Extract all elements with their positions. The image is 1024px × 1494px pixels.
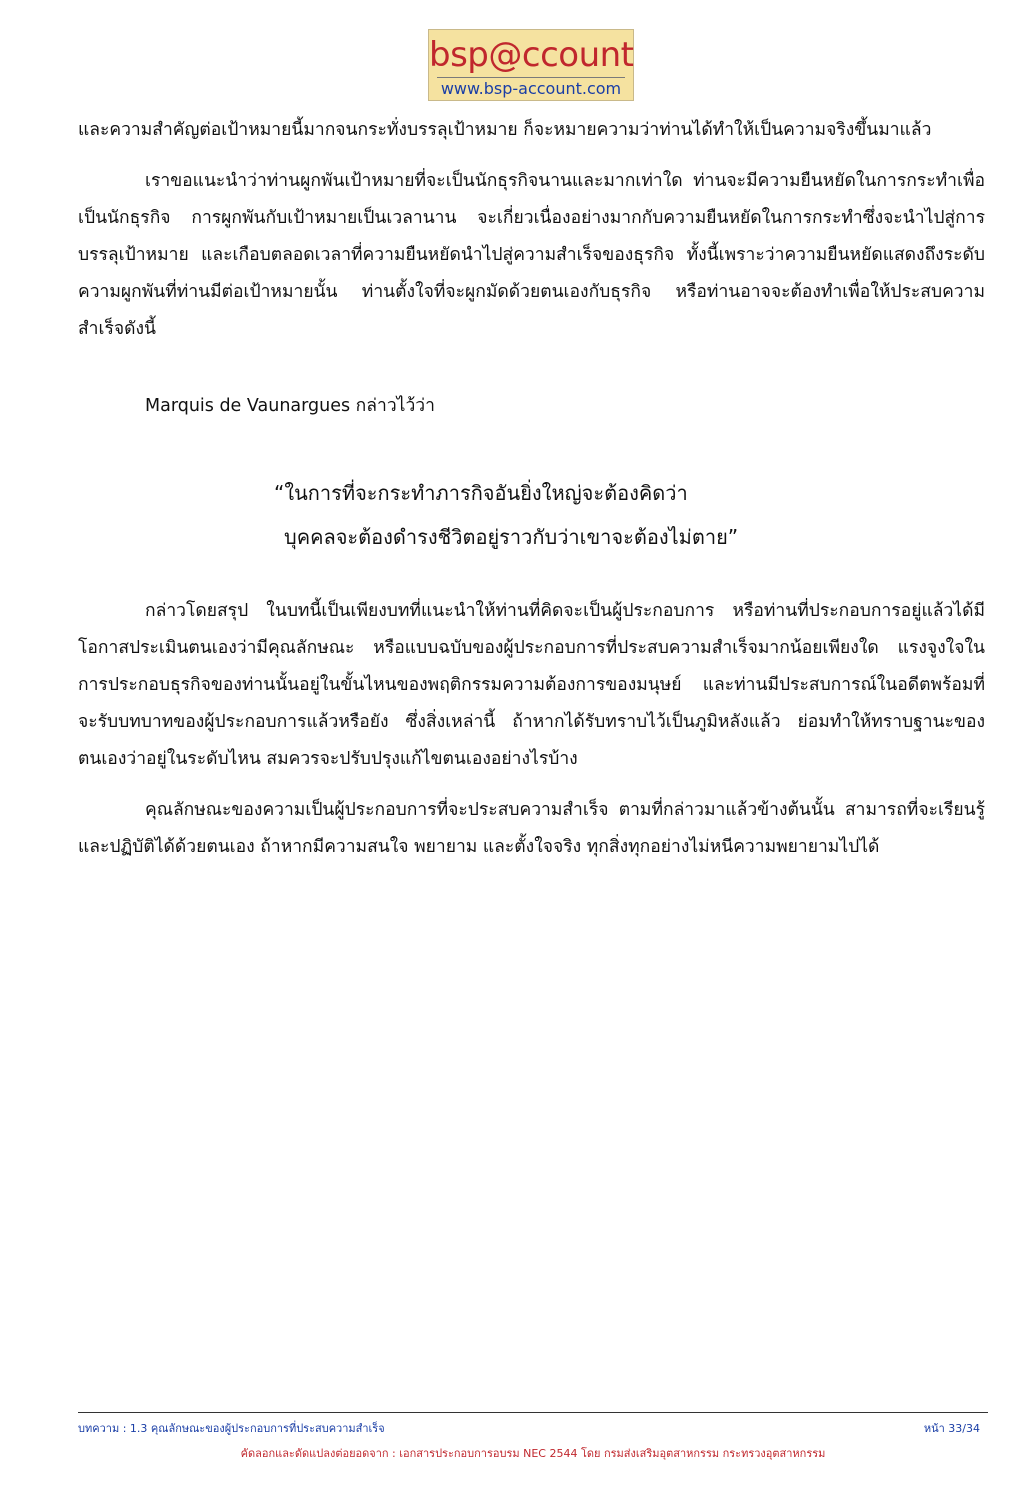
paragraph-summary: กล่าวโดยสรุป ในบทนี้เป็นเพียงบทที่แนะนำให้ท่านที่คิดจะเป็นผู้ประกอบการ หรือท่านที่ประกอบการอยู่แล้วได้มีโอกาสประเมินตนเองว่ามีคุณลักษณะ หรือแบบฉบับของผู้ประกอบการที่ประสบความสำเร็จมากน้อยเพียงใด แรงจูงใจในการประกอบธุรกิจของท่านนั้นอยู่ในขั้นไหนของพฤติกรรมความต้องการของมนุษย์ และท่านมีประสบการณ์ในอดีตพร้อมที่จะรับบทบาทของผู้ประกอบการแล้วหรือยัง ซึ่งสิ่งเหล่านี้ ถ้าหากได้รับทราบไว้เป็นภูมิหลังแล้ว ย่อมทำให้ทราบฐานะของตนเองว่าอยู่ในระดับไหน สมควรจะปรับปรุงแก้ไขตนเองอย่างไรบ้าง <box>78 601 985 769</box>
logo-url-text: www.bsp-account.com <box>440 79 622 98</box>
page-footer <box>78 1412 988 1460</box>
quote-line-1: “ในการที่จะกระทำภารกิจอันยิ่งใหญ่จะต้องคิดว่า <box>274 481 688 505</box>
article-body <box>78 112 985 866</box>
paragraph-commitment: เราขอแนะนำว่าท่านผูกพันเป้าหมายที่จะเป็นนักธุรกิจนานและมากเท่าใด ท่านจะมีความยืนหยัดในการกระทำเพื่อเป็นนักธุรกิจ การผูกพันกับเป้าหมายเป็นเวลานาน จะเกี่ยวเนื่องอย่างมากกับความยืนหยัดในการกระทำซึ่งจะนำไปสู่การบรรลุเป้าหมาย และเกือบตลอดเวลาที่ความยืนหยัดนำไปสู่ความสำเร็จของธุรกิจ ทั้งนี้เพราะว่าความยืนหยัดแสดงถึงระดับความผูกพันที่ท่านมีต่อเป้าหมายนั้น ท่านตั้งใจที่จะผูกมัดด้วยตนเองกับธุรกิจ หรือท่านอาจจะต้องทำเพื่อให้ประสบความสำเร็จดังนี้ <box>78 171 985 339</box>
paragraph-continued: และความสำคัญต่อเป้าหมายนี้มากจนกระทั่งบรรลุเป้าหมาย ก็จะหมายความว่าท่านได้ทำให้เป็นความจริงขึ้นมาแล้ว <box>78 120 932 140</box>
footer-article-title: บทความ : 1.3 คุณลักษณะของผู้ประกอบการที่ประสบความสำเร็จ <box>78 1422 385 1435</box>
footer-page-number: หน้า 33/34 <box>923 1422 980 1435</box>
quote-line-2: บุคคลจะต้องดำรงชีวิตอยู่ราวกับว่าเขาจะต้องไม่ตาย” <box>284 525 739 549</box>
bsp-account-logo <box>428 29 634 101</box>
footer-info-row <box>78 1413 988 1437</box>
quote-attribution: Marquis de Vaunargues กล่าวไว้ว่า <box>145 396 435 416</box>
footer-source-note: คัดลอกและดัดแปลงต่อยอดจาก : เอกสารประกอบการอบรม NEC 2544 โดย กรมส่งเสริมอุตสาหกรรม กระทรวงอุตสาหกรรม <box>240 1447 826 1460</box>
logo-divider <box>437 77 625 78</box>
paragraph-closing: คุณลักษณะของความเป็นผู้ประกอบการที่จะประสบความสำเร็จ ตามที่กล่าวมาแล้วข้างต้นนั้น สามารถที่จะเรียนรู้และปฏิบัติได้ด้วยตนเอง ถ้าหากมีความสนใจ พยายาม และตั้งใจจริง ทุกสิ่งทุกอย่างไม่หนีความพยายามไปได้ <box>78 800 985 857</box>
logo-brand-text: bsp@ccount <box>429 35 634 75</box>
